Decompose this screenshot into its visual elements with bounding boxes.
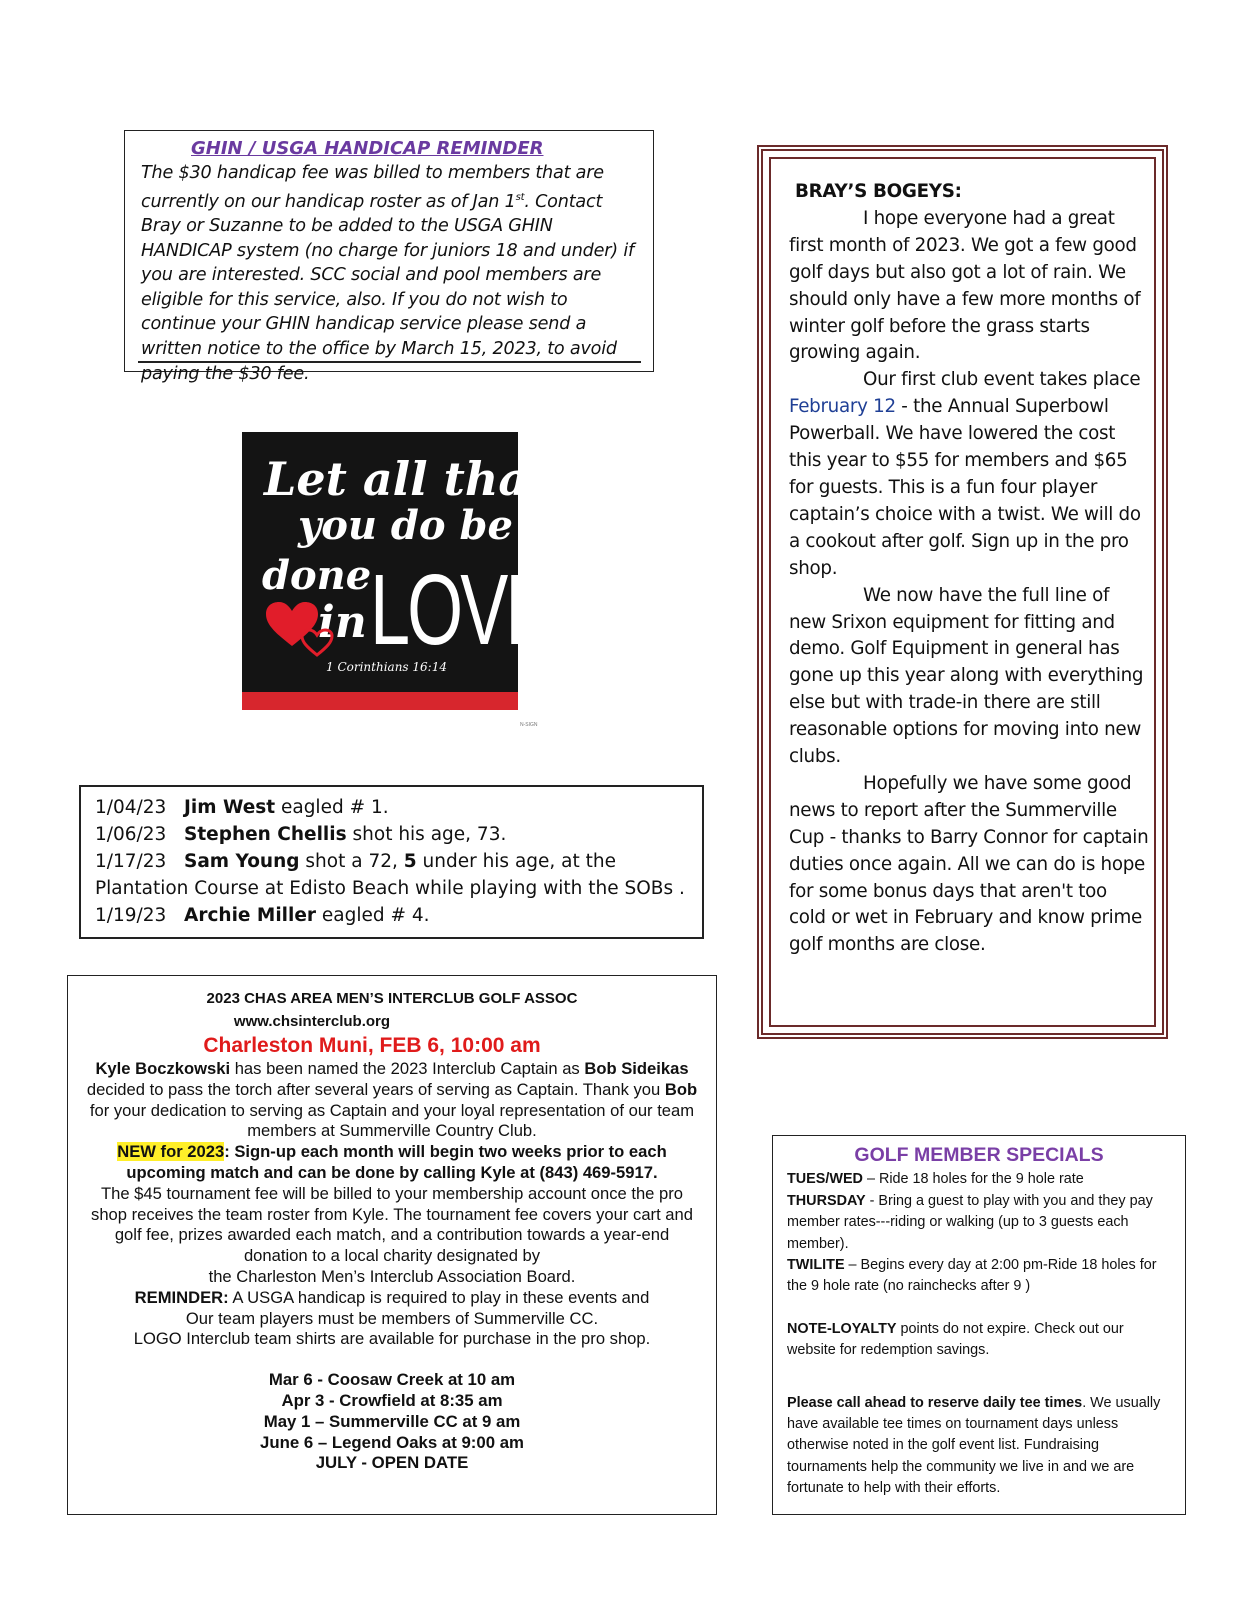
love-verse: 1 Corinthians 16:14 bbox=[326, 660, 447, 674]
achievement-name: Jim West bbox=[184, 797, 276, 818]
interclub-header: 2023 CHAS AREA MEN’S INTERCLUB GOLF ASSOC bbox=[206, 990, 578, 1007]
reminder-label: REMINDER: bbox=[134, 1287, 229, 1307]
achievement-text: shot his age, 73. bbox=[346, 824, 507, 845]
schedule-item: May 1 – Summerville CC at 9 am bbox=[263, 1411, 521, 1431]
captain-text: has been named the 2023 Interclub Captain as bbox=[230, 1059, 585, 1078]
achievements-box bbox=[79, 785, 704, 939]
achievement-item bbox=[95, 902, 702, 929]
special-item bbox=[787, 1169, 1171, 1190]
ghin-body-text-b: . Contact Bray or Suzanne to be added to the USGA GHIN HANDICAP system (no charge for juniors 18 and under) if you are interested. SCC social and pool members are eligible for this service, also. If you do not wish to continue your GHIN handicap service please send a written notice to the office by March 15, 2023, to avoid paying the $30 fee. bbox=[141, 191, 635, 384]
interclub-url-link[interactable]: www.chsinterclub.org bbox=[233, 1013, 391, 1030]
new-highlight: NEW for 2023 bbox=[117, 1142, 225, 1162]
schedule-item: JULY - OPEN DATE bbox=[315, 1453, 469, 1473]
ghin-underline-rule bbox=[138, 361, 641, 363]
interclub-fee-para bbox=[68, 1184, 716, 1288]
bray-text: Hopefully we have some good news to report after the Summerville Cup - thanks to Barry Connor for captain duties once again. All we can do is hope for some bonus days that aren't too cold or wet in February and know prime golf months are close. bbox=[789, 772, 1149, 956]
bray-text: Our first club event takes place bbox=[863, 369, 1141, 391]
reminder-text: A USGA handicap is required to play in these events and bbox=[228, 1287, 650, 1307]
captain-name: Kyle Boczkowski bbox=[95, 1059, 231, 1078]
special-item bbox=[787, 1393, 1171, 1500]
bray-text: We now have the full line of new Srixon equipment for fitting and demo. Golf Equipment in general has gone up this year along with everything else but with trade-in there are still reasonable options for moving into new clubs. bbox=[789, 584, 1144, 768]
achievement-name: Stephen Chellis bbox=[184, 824, 347, 845]
ghin-reminder-box bbox=[124, 130, 654, 384]
love-line-1: Let all that bbox=[264, 452, 550, 506]
bray-paragraph bbox=[789, 206, 1149, 367]
achievement-item bbox=[95, 848, 702, 902]
interclub-logo-note: LOGO Interclub team shirts are available for purchase in the pro shop. bbox=[133, 1329, 651, 1349]
captain-text: decided to pass the torch after several years of serving as Captain. Thank you bbox=[86, 1079, 665, 1099]
bray-paragraph bbox=[789, 367, 1149, 582]
achievement-text: under his age, at the Plantation Course at Edisto Beach while playing with the SOBs . bbox=[95, 851, 685, 899]
new-text: : Sign-up each month will begin two weeks prior to each upcoming match and can be done by calling Kyle at (843) 469-5917. bbox=[126, 1142, 667, 1182]
bray-text: - the Annual Superbowl Powerball. We have lowered the cost this year to $55 for members and $65 for guests. This is a fun four player captain’s choice with a twist. We will do a cookout after golf. Sign up in the pro shop. bbox=[789, 396, 1141, 579]
bray-paragraph bbox=[789, 583, 1149, 771]
interclub-captain-para bbox=[68, 1059, 716, 1142]
bray-text: I hope everyone had a great first month of 2023. We got a few good golf days but also got a lot of rain. We should only have a few more months of winter golf before the grass starts growing again. bbox=[789, 207, 1141, 364]
love-sign-image bbox=[242, 432, 551, 710]
achievement-name: Archie Miller bbox=[184, 905, 317, 926]
reminder-text-2: Our team players must be members of Summerville CC. bbox=[185, 1308, 599, 1328]
ghin-body-text-a: The $30 handicap fee was billed to members that are currently on our handicap roster as of Jan 1 bbox=[141, 163, 604, 212]
love-image-caption: N-SIGN bbox=[520, 722, 538, 728]
special-label: TUES/WED bbox=[787, 1171, 863, 1188]
achievement-text: eagled # 4. bbox=[316, 905, 430, 926]
captain-text: for your dedication to serving as Captain and your loyal representation of our team members at Summerville Country Club. bbox=[89, 1100, 695, 1141]
special-label: NOTE-LOYALTY bbox=[787, 1320, 897, 1337]
achievement-date: 1/19/23 bbox=[95, 905, 167, 926]
achievement-text: shot a 72, bbox=[299, 851, 404, 872]
schedule-item: June 6 – Legend Oaks at 9:00 am bbox=[260, 1432, 524, 1452]
achievement-date: 1/17/23 bbox=[95, 851, 167, 872]
brays-bogeys-box bbox=[757, 145, 1168, 1039]
schedule-item: Mar 6 - Coosaw Creek at 10 am bbox=[268, 1370, 516, 1390]
special-text: - Bring a guest to play with you and they pay member rates---riding or walking (up to 3 guests each member). bbox=[787, 1192, 1153, 1252]
achievement-item bbox=[95, 821, 702, 848]
heart-outline-icon bbox=[300, 628, 334, 658]
achievement-date: 1/06/23 bbox=[95, 824, 167, 845]
special-text: – Begins every day at 2:00 pm-Ride 18 holes for the 9 hole rate (no rainchecks after 9 ) bbox=[787, 1257, 1157, 1295]
love-line-2: you do be bbox=[298, 502, 513, 549]
brays-bogeys-title: BRAY’S BOGEYS: bbox=[795, 181, 962, 202]
fee-text-2: the Charleston Men’s Interclub Association Board. bbox=[208, 1266, 576, 1286]
achievement-emphasis: 5 bbox=[403, 851, 417, 872]
love-sign-face bbox=[242, 432, 551, 692]
interclub-box bbox=[67, 975, 717, 1515]
interclub-reminder bbox=[68, 1288, 716, 1330]
special-label: Please call ahead to reserve daily tee times bbox=[787, 1394, 1083, 1411]
event-date: February 12 bbox=[789, 396, 896, 418]
former-captain-short: Bob bbox=[664, 1079, 698, 1099]
interclub-event: Charleston Muni, FEB 6, 10:00 am bbox=[203, 1034, 541, 1057]
special-text: points do not expire. Check out our website for redemption savings. bbox=[787, 1320, 1124, 1359]
achievement-name: Sam Young bbox=[184, 851, 300, 872]
special-text: – Ride 18 holes for the 9 hole rate bbox=[862, 1171, 1084, 1188]
special-text: . We usually have available tee times on tournament days unless otherwise noted in the golf event list. Fundraising tournaments help the community we live in and we are fortunate to help with their efforts. bbox=[787, 1394, 1161, 1497]
love-big-word: LOVE bbox=[370, 554, 551, 666]
special-label: THURSDAY bbox=[787, 1192, 866, 1209]
achievement-item bbox=[95, 794, 702, 821]
special-item bbox=[787, 1255, 1171, 1298]
bray-paragraph bbox=[789, 771, 1149, 959]
golf-member-specials-box bbox=[772, 1135, 1186, 1515]
schedule-item: Apr 3 - Crowfield at 8:35 am bbox=[281, 1390, 503, 1410]
special-item bbox=[787, 1319, 1171, 1362]
ghin-body-sup: st bbox=[515, 191, 525, 203]
ghin-body bbox=[141, 161, 639, 386]
achievement-date: 1/04/23 bbox=[95, 797, 167, 818]
love-line-4: in bbox=[318, 597, 367, 648]
former-captain-name: Bob Sideikas bbox=[584, 1059, 689, 1078]
special-label: TWILITE bbox=[787, 1257, 845, 1274]
ghin-title: GHIN / USGA HANDICAP REMINDER bbox=[191, 138, 544, 159]
love-line-3: done bbox=[262, 552, 372, 599]
achievement-text: eagled # 1. bbox=[275, 797, 389, 818]
special-item bbox=[787, 1191, 1171, 1255]
interclub-new-para bbox=[68, 1142, 716, 1184]
specials-title: GOLF MEMBER SPECIALS bbox=[854, 1144, 1104, 1166]
fee-text: The $45 tournament fee will be billed to your membership account once the pro shop receives the team roster from Kyle. The tournament fee covers your cart and golf fee, prizes awarded each match, and a contribution towards a year-end donation to a local charity designated by bbox=[91, 1183, 693, 1266]
brays-bogeys-content bbox=[789, 179, 1149, 959]
